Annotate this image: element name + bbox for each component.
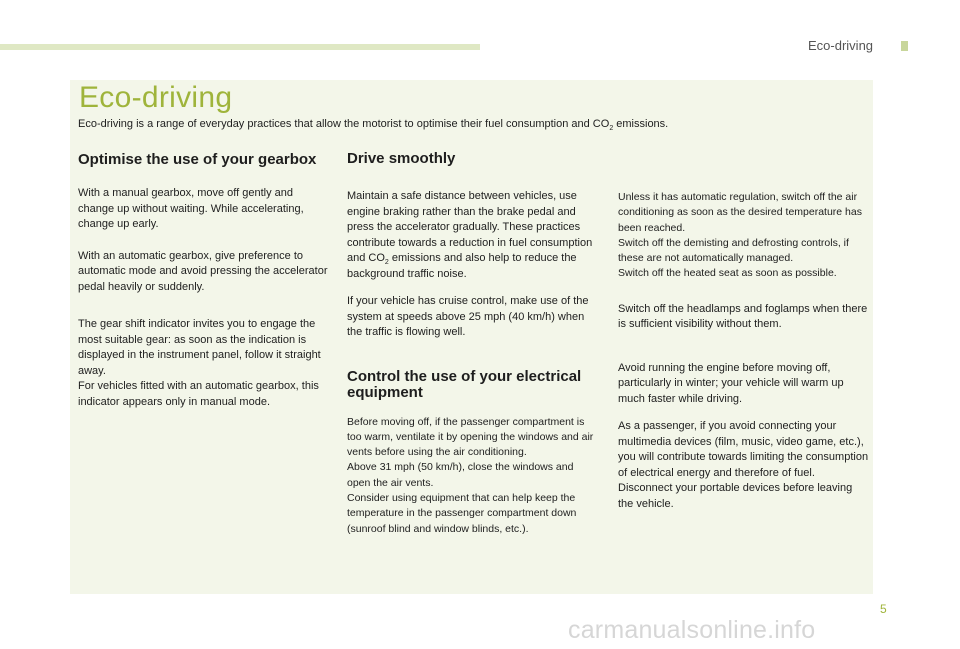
right-column (618, 190, 870, 512)
multimedia-paragraph: As a passenger, if you avoid connecting your multimedia devices (film, music, video game, etc.), you will contribute towards limiting the consumption of electrical energy and therefore of fuel. (618, 420, 869, 479)
demisting-text: Switch off the demisting and defrosting controls, if these are not automatically managed. (618, 236, 849, 265)
header-accent-bar (0, 44, 480, 50)
electrical-heading: Control the use of your electrical equipment (347, 367, 582, 401)
watermark-text: carmanualsonline.info (568, 616, 816, 644)
intro-text-main: Eco-driving is a range of everyday practices that allow the motorist to optimise their fuel consumption and CO (78, 118, 610, 130)
drive-distance-paragraph (347, 189, 597, 282)
gearbox-heading: Optimise the use of your gearbox (78, 151, 317, 168)
drive-distance-text-end: emissions and also help to reduce the background traffic noise. (347, 252, 577, 280)
cruise-control-paragraph: If your vehicle has cruise control, make use of the system at speeds above 25 mph (40 km/h) when the traffic is flowing well. (347, 295, 589, 338)
gear-indicator-paragraph: The gear shift indicator invites you to engage the most suitable gear: as soon as the indication is displayed in the instrument panel, follow it straight away. (78, 318, 321, 377)
gearbox-column (78, 152, 328, 410)
headlamps-paragraph: Switch off the headlamps and foglamps when there is sufficient visibility without them. (618, 302, 868, 331)
running-header-title: Eco-driving (808, 38, 874, 53)
gearbox-manual-paragraph: With a manual gearbox, move off gently and change up without waiting. While accelerating, change up early. (78, 187, 304, 230)
intro-text (78, 117, 868, 131)
drive-heading: Drive smoothly (347, 150, 456, 167)
drive-subscript: 2 (384, 259, 389, 266)
air-conditioning-paragraph (618, 190, 870, 282)
portable-devices-paragraph: Disconnect your portable devices before leaving the vehicle. (618, 482, 853, 510)
electrical-equipment-text: Consider using equipment that can help keep the temperature in the passenger compartment down (sunroof blind and window blinds, etc.). (347, 491, 577, 535)
page-title: Eco-driving (79, 81, 233, 114)
engine-warm-up-paragraph: Avoid running the engine before moving off, particularly in winter; your vehicle will warm up much faster while driving. (618, 361, 844, 405)
header-marker (901, 41, 908, 51)
drive-column (347, 151, 597, 537)
electrical-paragraph (347, 415, 597, 537)
drive-distance-text: Maintain a safe distance between vehicles, use engine braking rather than the brake pedal and press the accelerator gradually. These practices contribute towards a reduction in fuel consumption and CO (347, 190, 593, 264)
gearbox-automatic-paragraph: With an automatic gearbox, give preference to automatic mode and avoid pressing the accelerator pedal heavily or suddenly. (78, 249, 328, 293)
page-number: 5 (880, 602, 887, 616)
intro-text-end: emissions. (613, 118, 669, 130)
air-conditioning-text: Unless it has automatic regulation, switch off the air conditioning as soon as the desired temperature has been reached. (618, 191, 862, 234)
heated-seat-text: Switch off the heated seat as soon as possible. (618, 267, 837, 280)
electrical-speed-text: Above 31 mph (50 km/h), close the windows and open the air vents. (347, 461, 574, 489)
intro-subscript: 2 (609, 125, 614, 132)
electrical-ventilate-text: Before moving off, if the passenger compartment is too warm, ventilate it by opening the windows and air vents before using the air conditioning. (347, 415, 594, 459)
gear-indicator-automatic-paragraph: For vehicles fitted with an automatic gearbox, this indicator appears only in manual mode. (78, 380, 319, 408)
